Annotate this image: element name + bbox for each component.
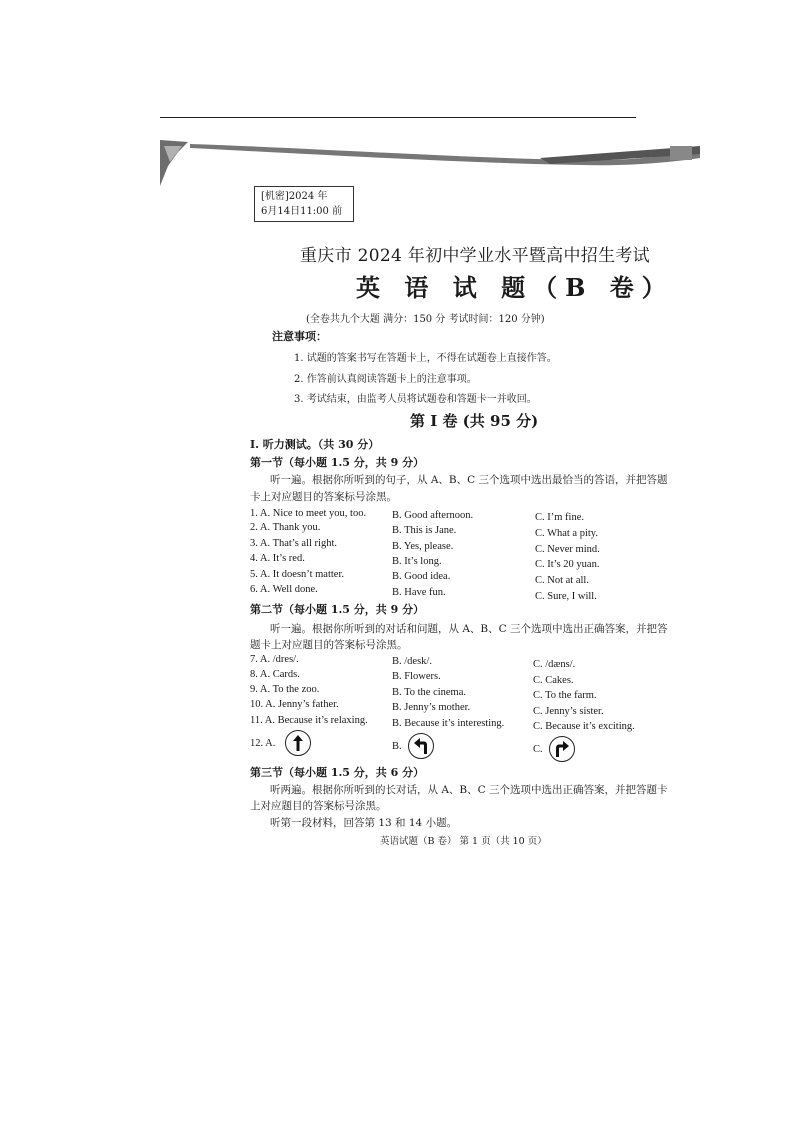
question-option-b: B. This is Jane. bbox=[392, 525, 457, 536]
question-option-c: C. I’m fine. bbox=[535, 512, 584, 523]
turn-right-arrow-icon bbox=[549, 736, 575, 762]
section3-instruction: 听两遍。根据你所听到的长对话，从 A、B、C 三个选项中选出正确答案，并把答题卡 bbox=[270, 784, 668, 796]
question-option-b: B. Have fun. bbox=[392, 587, 446, 598]
question-option-b: B. Jenny’s mother. bbox=[392, 702, 471, 713]
question-option-b: B. It’s long. bbox=[392, 556, 442, 567]
question-option-c: C. Jenny’s sister. bbox=[533, 706, 604, 717]
confidential-box bbox=[254, 186, 354, 222]
confidential-line-2: 6月14日11:00 前 bbox=[261, 206, 343, 217]
part-title: 第 I 卷 (共 95 分) bbox=[410, 412, 539, 430]
note-item: 2. 作答前认真阅读答题卡上的注意事项。 bbox=[294, 374, 477, 385]
section2-title: 第二节（每小题 1.5 分，共 9 分） bbox=[250, 603, 425, 616]
scan-edge-decoration bbox=[160, 140, 700, 190]
question-option-c: C. What a pity. bbox=[535, 528, 598, 539]
question-option-a: 2. A. Thank you. bbox=[250, 522, 321, 533]
question-option-c: C. Cakes. bbox=[533, 675, 574, 686]
section-main-title: I. 听力测试。（共 30 分） bbox=[250, 438, 380, 451]
top-rule bbox=[160, 117, 636, 118]
note-item: 3. 考试结束，由监考人员将试题卷和答题卡一并收回。 bbox=[294, 394, 537, 405]
exam-info: (全卷共九个大题 满分：150 分 考试时间：120 分钟) bbox=[306, 314, 545, 325]
question-option-b: B. Good afternoon. bbox=[392, 510, 474, 521]
question-option-c: C. Sure, I will. bbox=[535, 591, 597, 602]
question-option-a: 4. A. It’s red. bbox=[250, 553, 305, 564]
question-option-c: C. Not at all. bbox=[535, 575, 589, 586]
question-option-a: 5. A. It doesn’t matter. bbox=[250, 569, 345, 580]
turn-left-arrow-icon bbox=[408, 733, 434, 759]
question-option-c: C. Because it’s exciting. bbox=[533, 721, 635, 732]
section1-instruction-cont: 卡上对应题目的答案标号涂黑。 bbox=[250, 491, 397, 503]
question-option-c: C. Never mind. bbox=[535, 544, 600, 555]
arrow-up-icon bbox=[285, 730, 311, 756]
question-option-b: B. To the cinema. bbox=[392, 687, 467, 698]
section1-title: 第一节（每小题 1.5 分，共 9 分） bbox=[250, 456, 425, 469]
question-option-a: 9. A. To the zoo. bbox=[250, 684, 320, 695]
confidential-line-1: [机密]2024 年 bbox=[261, 191, 328, 202]
notes-heading: 注意事项： bbox=[272, 330, 327, 343]
question-option-b: B. /desk/. bbox=[392, 656, 432, 667]
question-option-b: B. bbox=[392, 741, 402, 752]
section2-instruction-cont: 题卡上对应题目的答案标号涂黑。 bbox=[250, 639, 408, 651]
question-option-b: B. Flowers. bbox=[392, 671, 441, 682]
question-option-c: C. To the farm. bbox=[533, 690, 597, 701]
exam-title: 重庆市 2024 年初中学业水平暨高中招生考试 bbox=[300, 246, 650, 266]
question-option-c: C. /dæns/. bbox=[533, 659, 576, 670]
question-option-b: B. Because it’s interesting. bbox=[392, 718, 505, 729]
subject-title: 英 语 试 题（B 卷） bbox=[356, 273, 674, 302]
question-option-a: 12. A. bbox=[250, 738, 276, 749]
question-option-a: 7. A. /dres/. bbox=[250, 654, 299, 665]
question-option-a: 6. A. Well done. bbox=[250, 584, 318, 595]
question-option-b: B. Good idea. bbox=[392, 571, 451, 582]
question-option-c: C. bbox=[533, 744, 543, 755]
section3-instruction-cont: 上对应题目的答案标号涂黑。 bbox=[250, 800, 387, 812]
question-option-a: 8. A. Cards. bbox=[250, 669, 300, 680]
question-option-a: 10. A. Jenny’s father. bbox=[250, 699, 339, 710]
question-option-a: 3. A. That’s all right. bbox=[250, 538, 338, 549]
question-option-a: 1. A. Nice to meet you, too. bbox=[250, 508, 367, 519]
section2-instruction: 听一遍。根据你所听到的对话和问题，从 A、B、C 三个选项中选出正确答案，并把答 bbox=[270, 623, 668, 635]
page-footer: 英语试题（B 卷） 第 1 页（共 10 页） bbox=[380, 836, 547, 847]
question-option-a: 11. A. Because it’s relaxing. bbox=[250, 715, 368, 726]
question-option-b: B. Yes, please. bbox=[392, 541, 454, 552]
listen-note: 听第一段材料，回答第 13 和 14 小题。 bbox=[270, 817, 458, 829]
question-option-c: C. It’s 20 yuan. bbox=[535, 559, 600, 570]
section3-title: 第三节（每小题 1.5 分，共 6 分） bbox=[250, 766, 425, 779]
note-item: 1. 试题的答案书写在答题卡上，不得在试题卷上直接作答。 bbox=[294, 353, 557, 364]
section1-instruction: 听一遍。根据你所听到的句子，从 A、B、C 三个选项中选出最恰当的答语，并把答题 bbox=[270, 474, 668, 486]
